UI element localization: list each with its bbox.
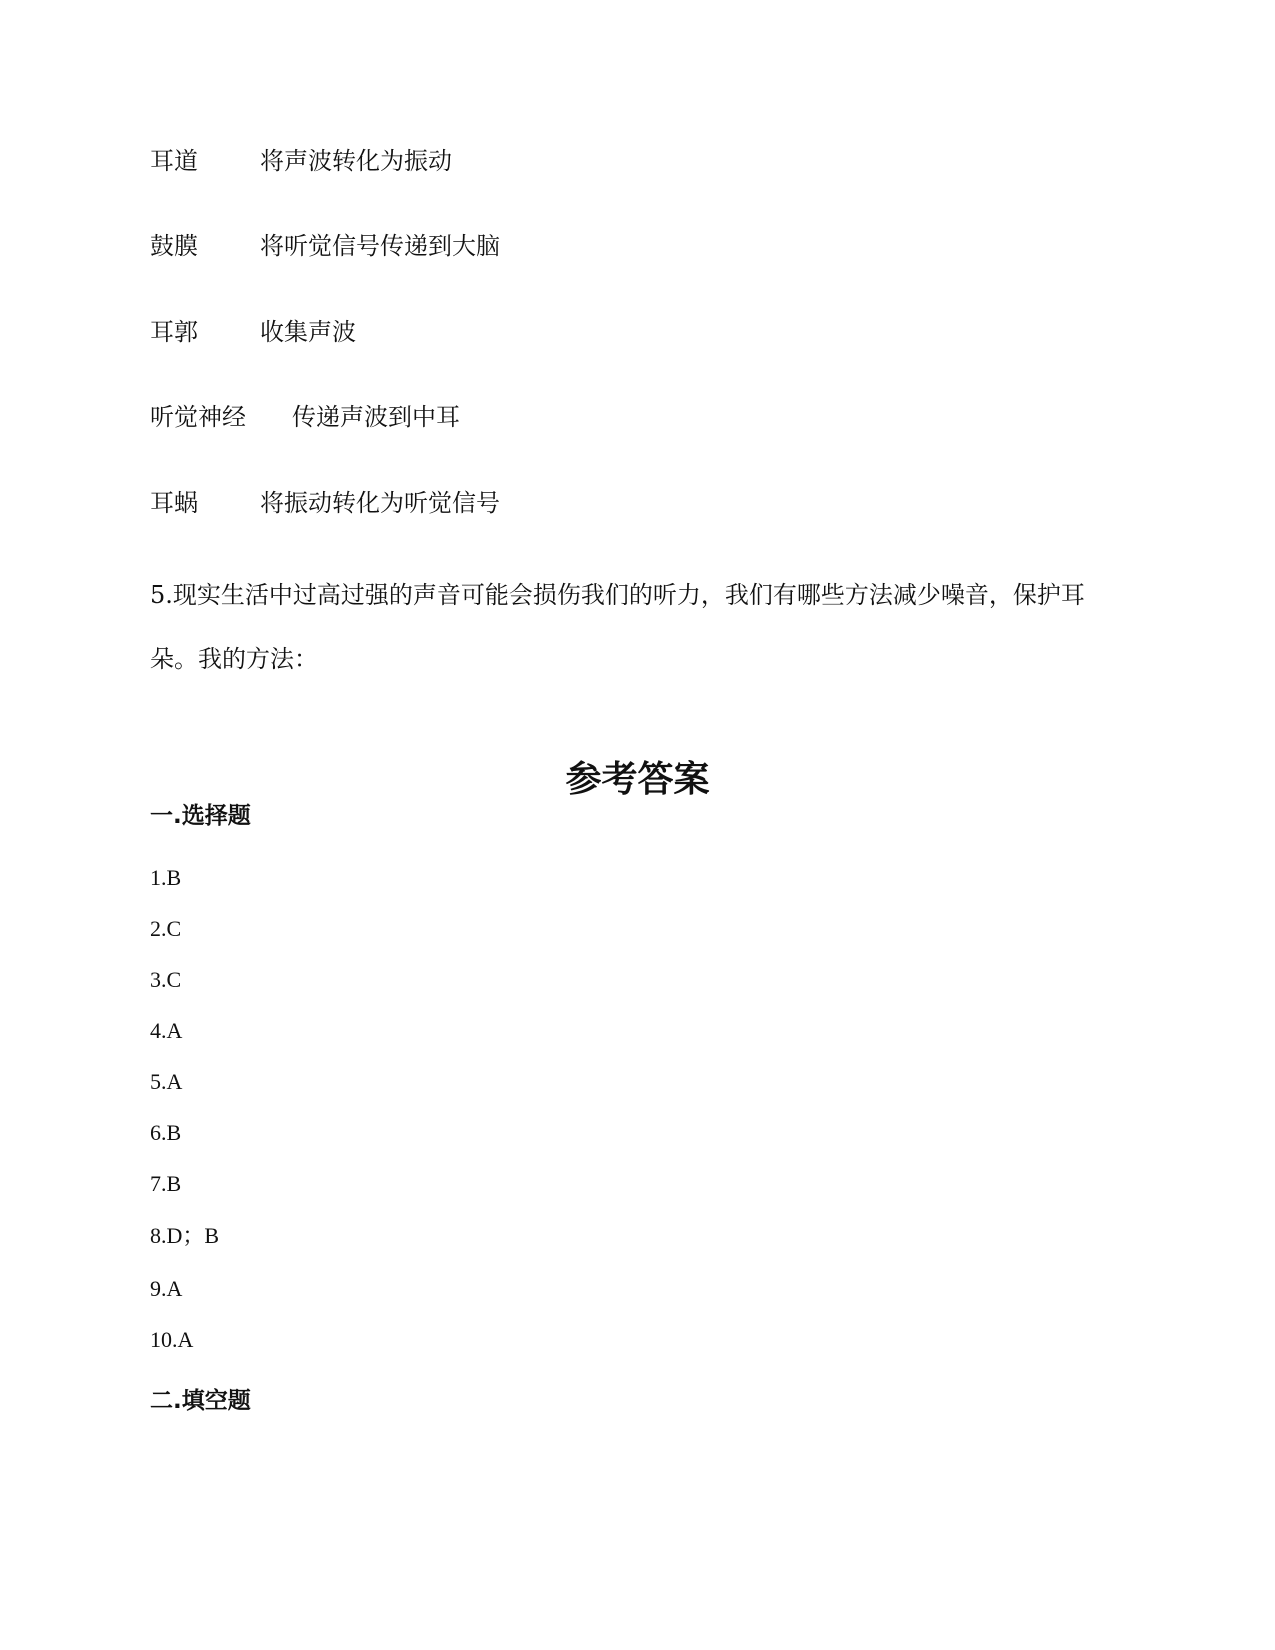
matching-row-2: [150, 231, 500, 261]
matching-row-1: [150, 146, 452, 176]
answer-key-title: 参考答案: [565, 759, 710, 800]
matching-row-4: [150, 402, 460, 432]
answer-item: 8.D；B: [150, 1223, 220, 1248]
answer-item: 9.A: [150, 1276, 183, 1301]
answer-item: 7.B: [150, 1171, 182, 1196]
answer-item: 5.A: [150, 1069, 183, 1094]
function-label: 将听觉信号传递到大脑: [260, 232, 500, 260]
organ-label: 耳蜗: [150, 489, 198, 517]
answer-item: 1.B: [150, 865, 182, 890]
function-label: 收集声波: [260, 318, 356, 346]
function-label: 传递声波到中耳: [292, 403, 460, 431]
function-label: 将振动转化为听觉信号: [260, 489, 500, 517]
answer-item: 2.C: [150, 916, 182, 941]
answer-item: 10.A: [150, 1327, 194, 1352]
section-heading-fill: 二.填空题: [150, 1388, 251, 1414]
organ-label: 耳道: [150, 147, 198, 175]
answer-item: 6.B: [150, 1120, 182, 1145]
answer-item: 3.C: [150, 967, 182, 992]
matching-row-5: [150, 488, 500, 518]
function-label: 将声波转化为振动: [260, 147, 452, 175]
matching-row-3: [150, 317, 356, 347]
answer-item: 4.A: [150, 1018, 183, 1043]
question-5: 5.现实生活中过高过强的声音可能会损伤我们的听力，我们有哪些方法减少噪音，保护耳朵。我的方法：: [150, 581, 1085, 673]
organ-label: 耳郭: [150, 318, 198, 346]
organ-label: 听觉神经: [150, 403, 246, 431]
section-heading-choice: 一.选择题: [150, 803, 251, 829]
organ-label: 鼓膜: [150, 232, 198, 260]
